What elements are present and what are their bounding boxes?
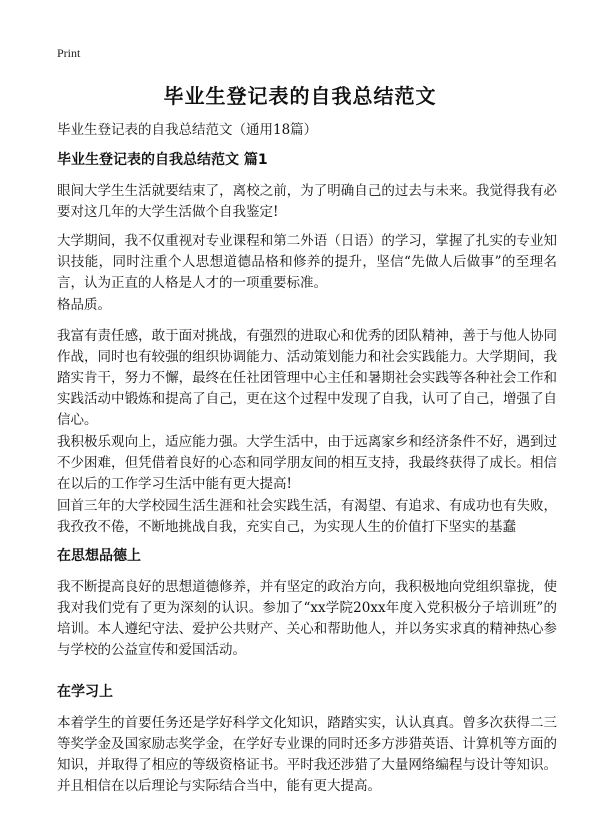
section-heading-ideology: 在思想品德上 — [57, 548, 141, 564]
paragraph-3: 格品质。 — [57, 297, 111, 313]
section-ideology-text: 我不断提高良好的思想道德修养，并有坚定的政治方向，我积极地向党组织靠拢，使我对我们党有了更为深刻的认识。参加了“xx学院20xx年度入党积极分子培训班”的培训。本人遵纪守法、爱护公共财产、关心和帮助他人，并以务实求真的精神热心参与学校的公益宣传和爱国活动。 — [57, 579, 557, 658]
paragraph-4: 我富有责任感，敢于面对挑战，有强烈的进取心和优秀的团队精神，善于与他人协同作战，同时也有较强的组织协调能力、活动策划能力和社会实践能力。大学期间，我踏实肯干，努力不懈，最终在任社团管理中心主任和暑期社会实践等各种社会工作和实践活动中锻炼和提高了自己，更在这个过程中发现了自我，认可了自己，增强了自信心。 — [57, 328, 557, 428]
paragraph-6: 回首三年的大学校园生活生涯和社会实践生活，有渴望、有追求、有成功也有失败，我孜孜不倦，不断地挑战自我，充实自己，为实现人生的价值打下坚实的基蠢 — [57, 498, 557, 535]
document-subtitle: 毕业生登记表的自我总结范文（通用18篇） — [57, 122, 318, 138]
paragraph-2: 大学期间，我不仅重视对专业课程和第二外语（日语）的学习，掌握了扎实的专业知识技能，同时注重个人思想道德品格和修养的提升，坚信“先做人后做事”的至理名言，认为正直的人格是人才的一项重要标准。 — [57, 233, 557, 291]
paragraph-5: 我积极乐观向上，适应能力强。大学生活中，由于远离家乡和经济条件不好，遇到过不少困难，但凭借着良好的心态和同学朋友间的相互支持，我最终获得了成长。相信在以后的工作学习生活中能有更大提高! — [57, 434, 557, 492]
page-title: 毕业生登记表的自我总结范文 — [163, 84, 437, 108]
print-link[interactable]: Print — [57, 46, 81, 60]
article-heading: 毕业生登记表的自我总结范文 篇1 — [57, 152, 268, 168]
paragraph-1: 眼间大学生生活就要结束了，离校之前，为了明确自己的过去与未来。我觉得我有必要对这几年的大学生活做个自我鉴定! — [57, 183, 557, 220]
section-study-text: 本着学生的首要任务还是学好科学文化知识，踏踏实实，认认真真。曾多次获得二三等奖学金及国家励志奖学金，在学好专业课的同时还多方涉猎英语、计算机等方面的知识，并取得了相应的等级资格证书。平时我还涉猎了大量网络编程与设计等知识。并且相信在以后理论与实际结合当中，能有更大提高。 — [57, 715, 557, 794]
section-heading-study: 在学习上 — [57, 684, 113, 700]
